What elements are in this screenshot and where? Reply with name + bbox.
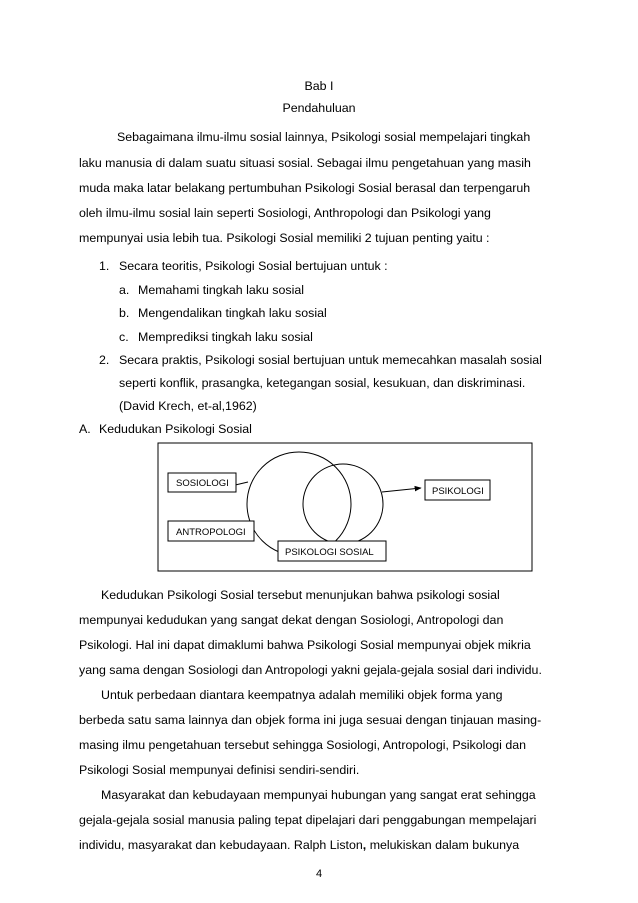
list-item: Memprediksi tingkah laku sosial (138, 330, 313, 344)
body-line: mempunyai kedudukan yang sangat dekat dengan Sosiologi, Antropologi dan (79, 613, 504, 627)
body-line: Kedudukan Psikologi Sosial tersebut menunjukan bahwa psikologi sosial (101, 588, 500, 602)
list-marker: c. (119, 330, 129, 344)
body-line: Psikologi Sosial mempunyai definisi sendiri-sendiri. (79, 763, 360, 777)
bold-comma: , (362, 838, 367, 852)
citation: (David Krech, et-al,1962) (119, 399, 257, 413)
body-line-end: melukiskan dalam bukunya (366, 838, 520, 852)
section-title: Kedudukan Psikologi Sosial (99, 422, 252, 436)
section-marker: A. (79, 422, 91, 436)
intro-line: laku manusia di dalam suatu situasi sosial. Sebagai ilmu pengetahuan yang masih (79, 156, 531, 170)
intro-line: mempunyai usia lebih tua. Psikologi Sosial memiliki 2 tujuan penting yaitu : (79, 231, 490, 245)
list-item: Secara teoritis, Psikologi Sosial bertujuan untuk : (119, 259, 388, 273)
list-item: Memahami tingkah laku sosial (138, 283, 304, 297)
list-item: Mengendalikan tingkah laku sosial (138, 306, 327, 320)
antropologi-label: ANTROPOLOGI (176, 527, 246, 538)
psikologi-label: PSIKOLOGI (432, 486, 484, 497)
body-line (79, 837, 519, 853)
intro-line: Sebagaimana ilmu-ilmu sosial lainnya, Psikologi sosial mempelajari tingkah (117, 130, 531, 144)
body-line: berbeda satu sama lainnya dan objek forma ini juga sesuai dengan tinjauan masing- (79, 713, 542, 727)
chapter-title: Pendahuluan (282, 101, 356, 115)
list-marker: a. (119, 283, 130, 297)
page-number: 4 (315, 868, 323, 880)
list-marker: 2. (99, 353, 110, 367)
body-line: masing ilmu pengetahuan tersebut sehingga Sosiologi, Antropologi, Psikologi dan (79, 738, 527, 752)
intro-line: muda maka latar belakang pertumbuhan Psikologi Sosial berasal dan terpengaruh (79, 181, 531, 195)
body-line: Psikologi. Hal ini dapat dimaklumi bahwa Psikologi Sosial mempunyai objek mikria (79, 638, 531, 652)
body-line-start: individu, masyarakat dan kebudayaan. Ralph Liston (79, 838, 363, 852)
intro-line: oleh ilmu-ilmu sosial lain seperti Sosiologi, Anthropologi dan Psikologi yang (79, 206, 491, 220)
psikologi-sosial-label: PSIKOLOGI SOSIAL (285, 547, 374, 558)
left-circle (247, 452, 351, 556)
list-item-continuation: seperti konflik, prasangka, ketegangan sosial, kesukuan, dan diskriminasi. (119, 376, 526, 390)
list-marker: 1. (99, 259, 110, 273)
body-line: Untuk perbedaan diantara keempatnya adalah memiliki objek forma yang (101, 688, 503, 702)
psikologi-arrow (382, 488, 421, 492)
body-line: Masyarakat dan kebudayaan mempunyai hubungan yang sangat erat sehingga (101, 788, 536, 802)
sosiologi-label: SOSIOLOGI (176, 478, 229, 489)
body-line: yang sama dengan Sosiologi dan Antropologi yakni gejala-gejala sosial dari individu. (79, 663, 542, 677)
chapter-label: Bab I (304, 79, 334, 93)
list-marker: b. (119, 306, 130, 320)
list-item: Secara praktis, Psikologi sosial bertujuan untuk memecahkan masalah sosial (119, 353, 542, 367)
body-line: gejala-gejala sosial manusia paling tepat dipelajari dari penggabungan mempelajari (79, 813, 537, 827)
